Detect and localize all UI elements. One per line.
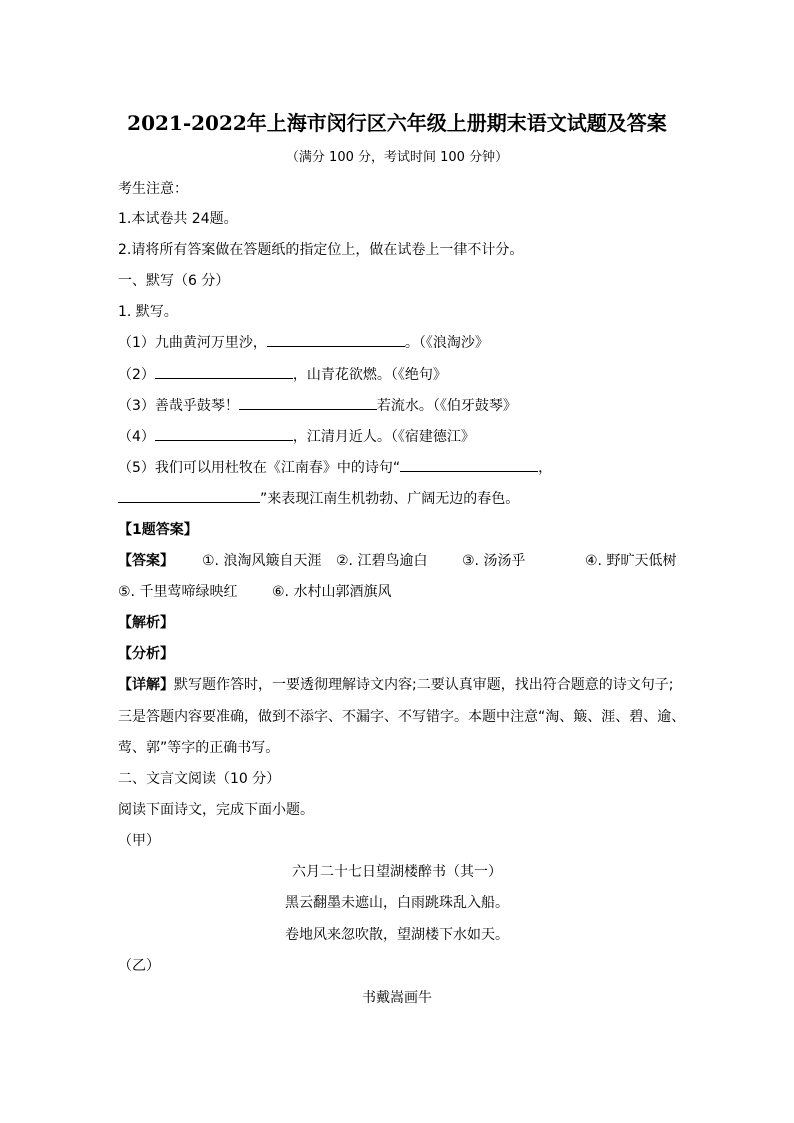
answer-blank: [400, 457, 538, 472]
analysis-label: 【解析】: [118, 615, 174, 631]
dictation-item: [118, 395, 517, 415]
item-text: ”来表现江南生机勃勃、广阔无边的春色。: [260, 491, 520, 507]
answer-blank: [155, 426, 293, 441]
poem-title: 六月二十七日望湖楼醉书（其一）: [292, 864, 502, 880]
dictation-item: [118, 364, 447, 384]
dictation-item: [118, 426, 475, 446]
dictation-item: [118, 457, 552, 477]
answer-item: ⑤. 千里莺啼绿映红: [118, 584, 238, 600]
section-heading: 一、默写（6 分）: [118, 273, 230, 289]
question-label: 1. 默写。: [118, 304, 178, 320]
answer-label: 【答案】: [118, 553, 174, 569]
detail-line: 三是答题内容要准确，做到不添字、不漏字、不写错字。本题中注意“淘、簸、涯、碧、逾、: [118, 709, 686, 725]
analysis-label: 【分析】: [118, 646, 174, 662]
item-text: （3）善哉乎鼓琴！: [118, 398, 239, 414]
dictation-item: [118, 332, 489, 352]
notice-item: 2.请将所有答案做在答题纸的指定位上，做在试卷上一律不计分。: [118, 242, 524, 258]
item-text: 。（《浪淘沙》: [404, 335, 489, 351]
notice-heading: 考生注意：: [118, 181, 188, 197]
detail-line: 默写题作答时，一要透彻理解诗文内容;二要认真审题，找出符合题意的诗文句子;: [174, 677, 674, 693]
poem-line: 黑云翻墨未遮山，白雨跳珠乱入船。: [285, 895, 509, 911]
answer-blank: [267, 332, 405, 347]
answer-item: ④. 野旷天低树: [585, 553, 677, 569]
answer-row: [118, 550, 676, 570]
answer-item: ②. 江碧鸟逾白: [336, 553, 428, 569]
instruction: 阅读下面诗文，完成下面小题。: [118, 802, 314, 818]
item-text: ，山青花欲燃。（《绝句》: [292, 367, 447, 383]
poem-line: 卷地风来忽吹散，望湖楼下水如天。: [285, 927, 509, 943]
answer-item: ③. 汤汤乎: [462, 553, 526, 569]
dictation-item: [118, 488, 519, 508]
notice-item: 1.本试卷共 24题。: [118, 211, 238, 227]
item-text: 若流水。（《伯牙鼓琴》: [376, 398, 517, 414]
section-heading: 二、文言文阅读（10 分）: [118, 771, 281, 787]
item-text: （4）: [118, 429, 155, 445]
answer-heading: 【1题答案】: [118, 522, 198, 538]
item-text: （2）: [118, 367, 155, 383]
passage-title: 书戴嵩画牛: [362, 990, 432, 1006]
answer-item: ⑥. 水村山郭酒旗风: [272, 584, 392, 600]
answer-blank: [155, 364, 293, 379]
answer-blank: [118, 488, 260, 503]
answer-blank: [239, 395, 377, 410]
item-text: （1）九曲黄河万里沙，: [118, 335, 267, 351]
passage-label: （甲）: [118, 833, 160, 849]
detail-line: 莺、郭”等字的正确书写。: [118, 740, 280, 756]
item-text: ，: [538, 460, 553, 476]
passage-label: （乙）: [118, 958, 160, 974]
detail-label: 【详解】: [118, 677, 174, 693]
detail-text: [118, 674, 673, 694]
item-text: （5）我们可以用杜牧在《江南春》中的诗句“: [118, 460, 401, 476]
answer-item: ①. 浪淘风簸自天涯: [202, 553, 322, 569]
answer-row: [118, 581, 391, 601]
item-text: ，江清月近人。（《宿建德江》: [292, 429, 475, 445]
page-title: 2021-2022年上海市闵行区六年级上册期末语文试题及答案: [127, 111, 667, 135]
exam-info: （满分 100 分，考试时间 100 分钟）: [285, 150, 509, 165]
